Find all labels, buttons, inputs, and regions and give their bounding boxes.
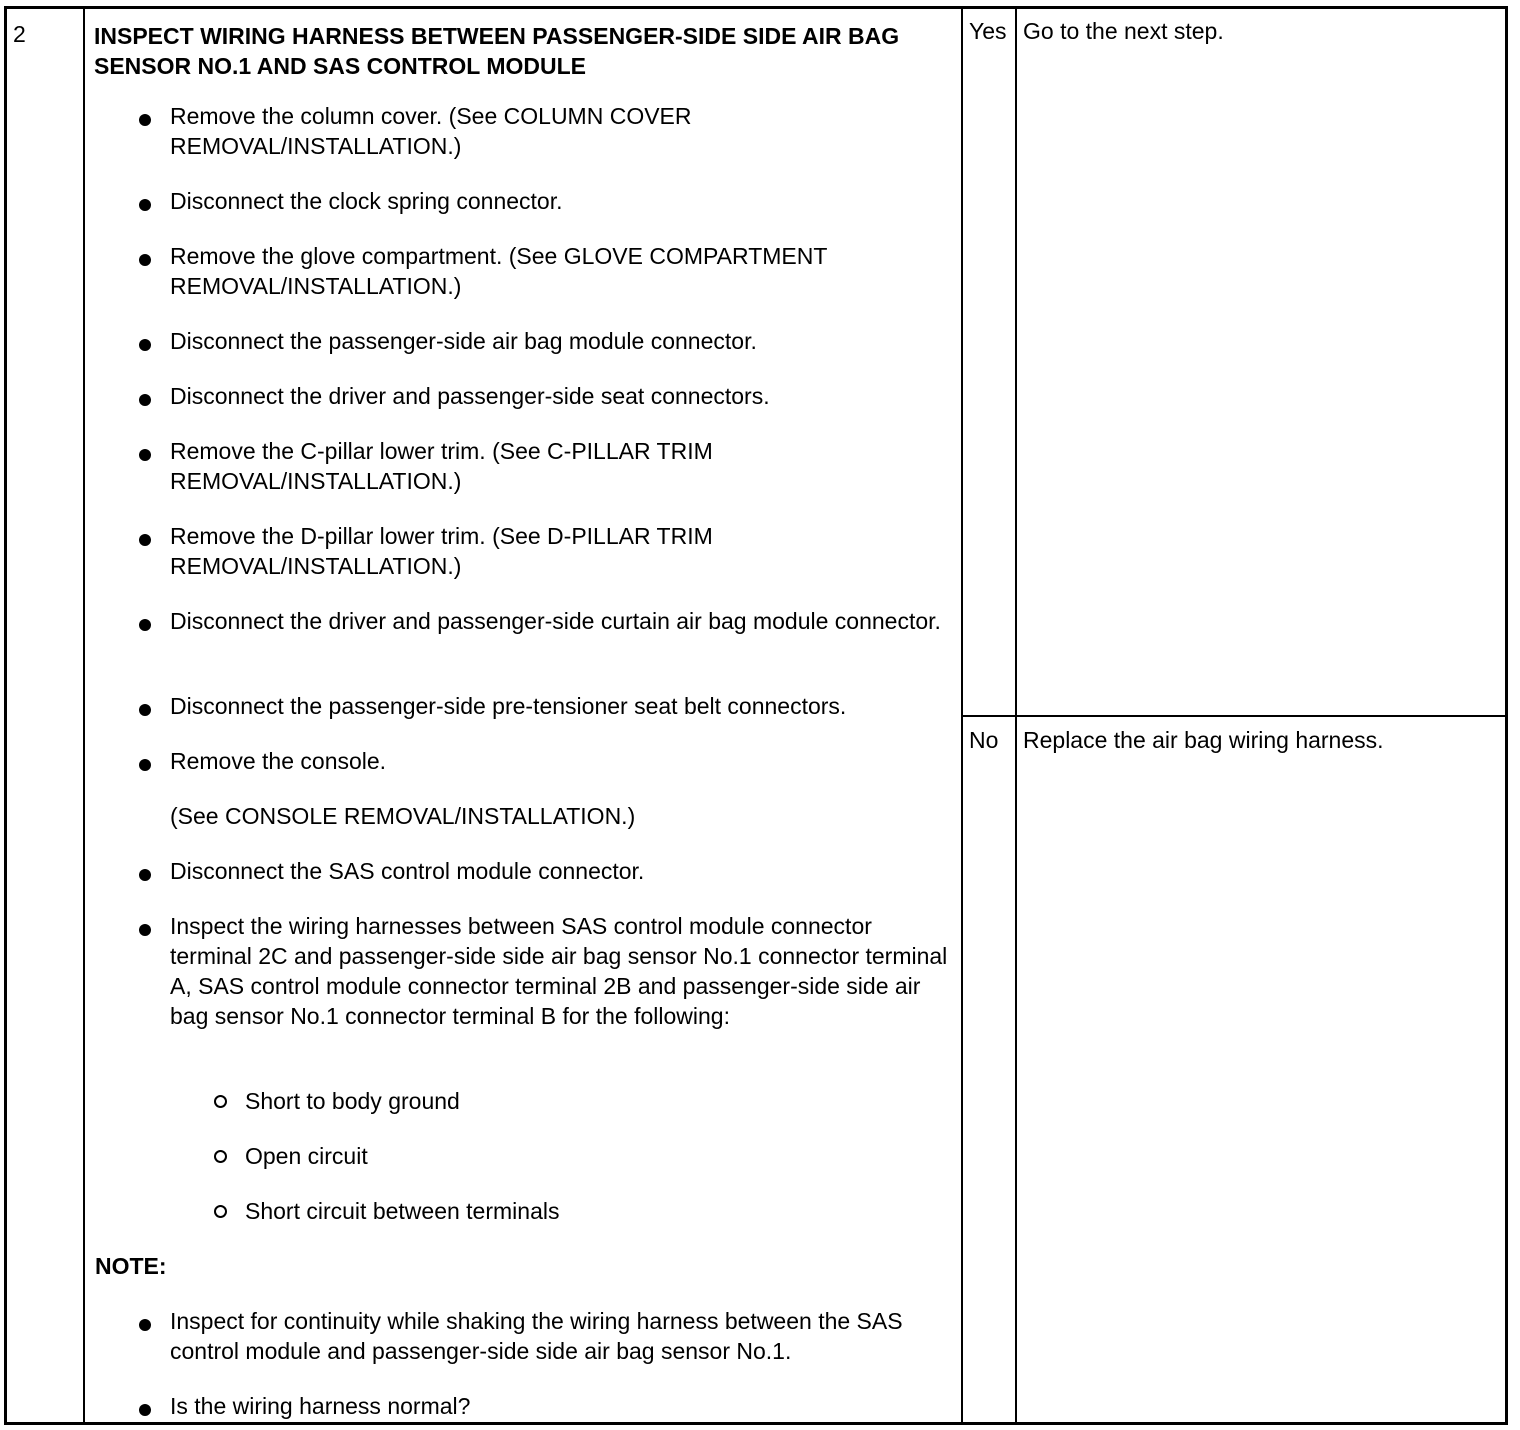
procedure-item: Remove the C-pillar lower trim. (See C-PILLAR TRIM REMOVAL/INSTALLATION.) (170, 438, 713, 494)
bullet-icon (139, 114, 151, 126)
hollow-bullet-icon (214, 1150, 227, 1163)
step-number: 2 (13, 21, 26, 47)
procedure-item: Remove the column cover. (See COLUMN COVER REMOVAL/INSTALLATION.) (170, 103, 692, 159)
procedure-item: Remove the glove compartment. (See GLOVE COMPARTMENT REMOVAL/INSTALLATION.) (170, 243, 828, 299)
bullet-icon (139, 534, 151, 546)
bullet-icon (139, 869, 151, 881)
bullet-icon (139, 704, 151, 716)
column-divider-step (83, 9, 85, 1422)
procedure-item: Disconnect the driver and passenger-side seat connectors. (170, 383, 770, 409)
bullet-icon (139, 394, 151, 406)
row-divider-yes-no (962, 715, 1505, 717)
diagnostic-step-table (4, 6, 1508, 1425)
yes-label: Yes (969, 18, 1007, 44)
procedure-item: Remove the D-pillar lower trim. (See D-PILLAR TRIM REMOVAL/INSTALLATION.) (170, 523, 713, 579)
inspection-condition: Open circuit (245, 1143, 368, 1169)
procedure-item: Disconnect the passenger-side pre-tensioner seat belt connectors. (170, 693, 847, 719)
yes-action: Go to the next step. (1023, 18, 1224, 44)
hollow-bullet-icon (214, 1095, 227, 1108)
procedure-item: Inspect the wiring harnesses between SAS control module connector terminal 2C and passenger-side side air bag sensor No.1 connector terminal A, SAS control module connector terminal 2B and passenger-side side air bag sensor No.1 connector terminal B for the following: (170, 913, 948, 1029)
procedure-item: Disconnect the clock spring connector. (170, 188, 563, 214)
bullet-icon (139, 339, 151, 351)
procedure-item: Disconnect the driver and passenger-side curtain air bag module connector. (170, 608, 941, 634)
bullet-icon (139, 619, 151, 631)
hollow-bullet-icon (214, 1205, 227, 1218)
note-label: NOTE: (95, 1253, 167, 1279)
procedure-item: Disconnect the SAS control module connector. (170, 858, 645, 884)
procedure-item-reference: (See CONSOLE REMOVAL/INSTALLATION.) (170, 803, 636, 829)
procedure-item: Disconnect the passenger-side air bag module connector. (170, 328, 757, 354)
inspection-condition: Short to body ground (245, 1088, 460, 1114)
bullet-icon (139, 759, 151, 771)
bullet-icon (139, 199, 151, 211)
bullet-icon (139, 1319, 151, 1331)
bullet-icon (139, 449, 151, 461)
bullet-icon (139, 1404, 151, 1416)
bullet-icon (139, 254, 151, 266)
bullet-icon (139, 924, 151, 936)
step-title: INSPECT WIRING HARNESS BETWEEN PASSENGER-SIDE SIDE AIR BAG SENSOR NO.1 AND SAS CONTROL MODULE (94, 23, 900, 79)
inspection-condition: Short circuit between terminals (245, 1198, 560, 1224)
note-item: Is the wiring harness normal? (170, 1393, 471, 1419)
procedure-item: Remove the console. (170, 748, 387, 774)
no-label: No (969, 727, 999, 753)
no-action: Replace the air bag wiring harness. (1023, 727, 1384, 753)
note-item: Inspect for continuity while shaking the wiring harness between the SAS control module and passenger-side side air bag sensor No.1. (170, 1308, 903, 1364)
